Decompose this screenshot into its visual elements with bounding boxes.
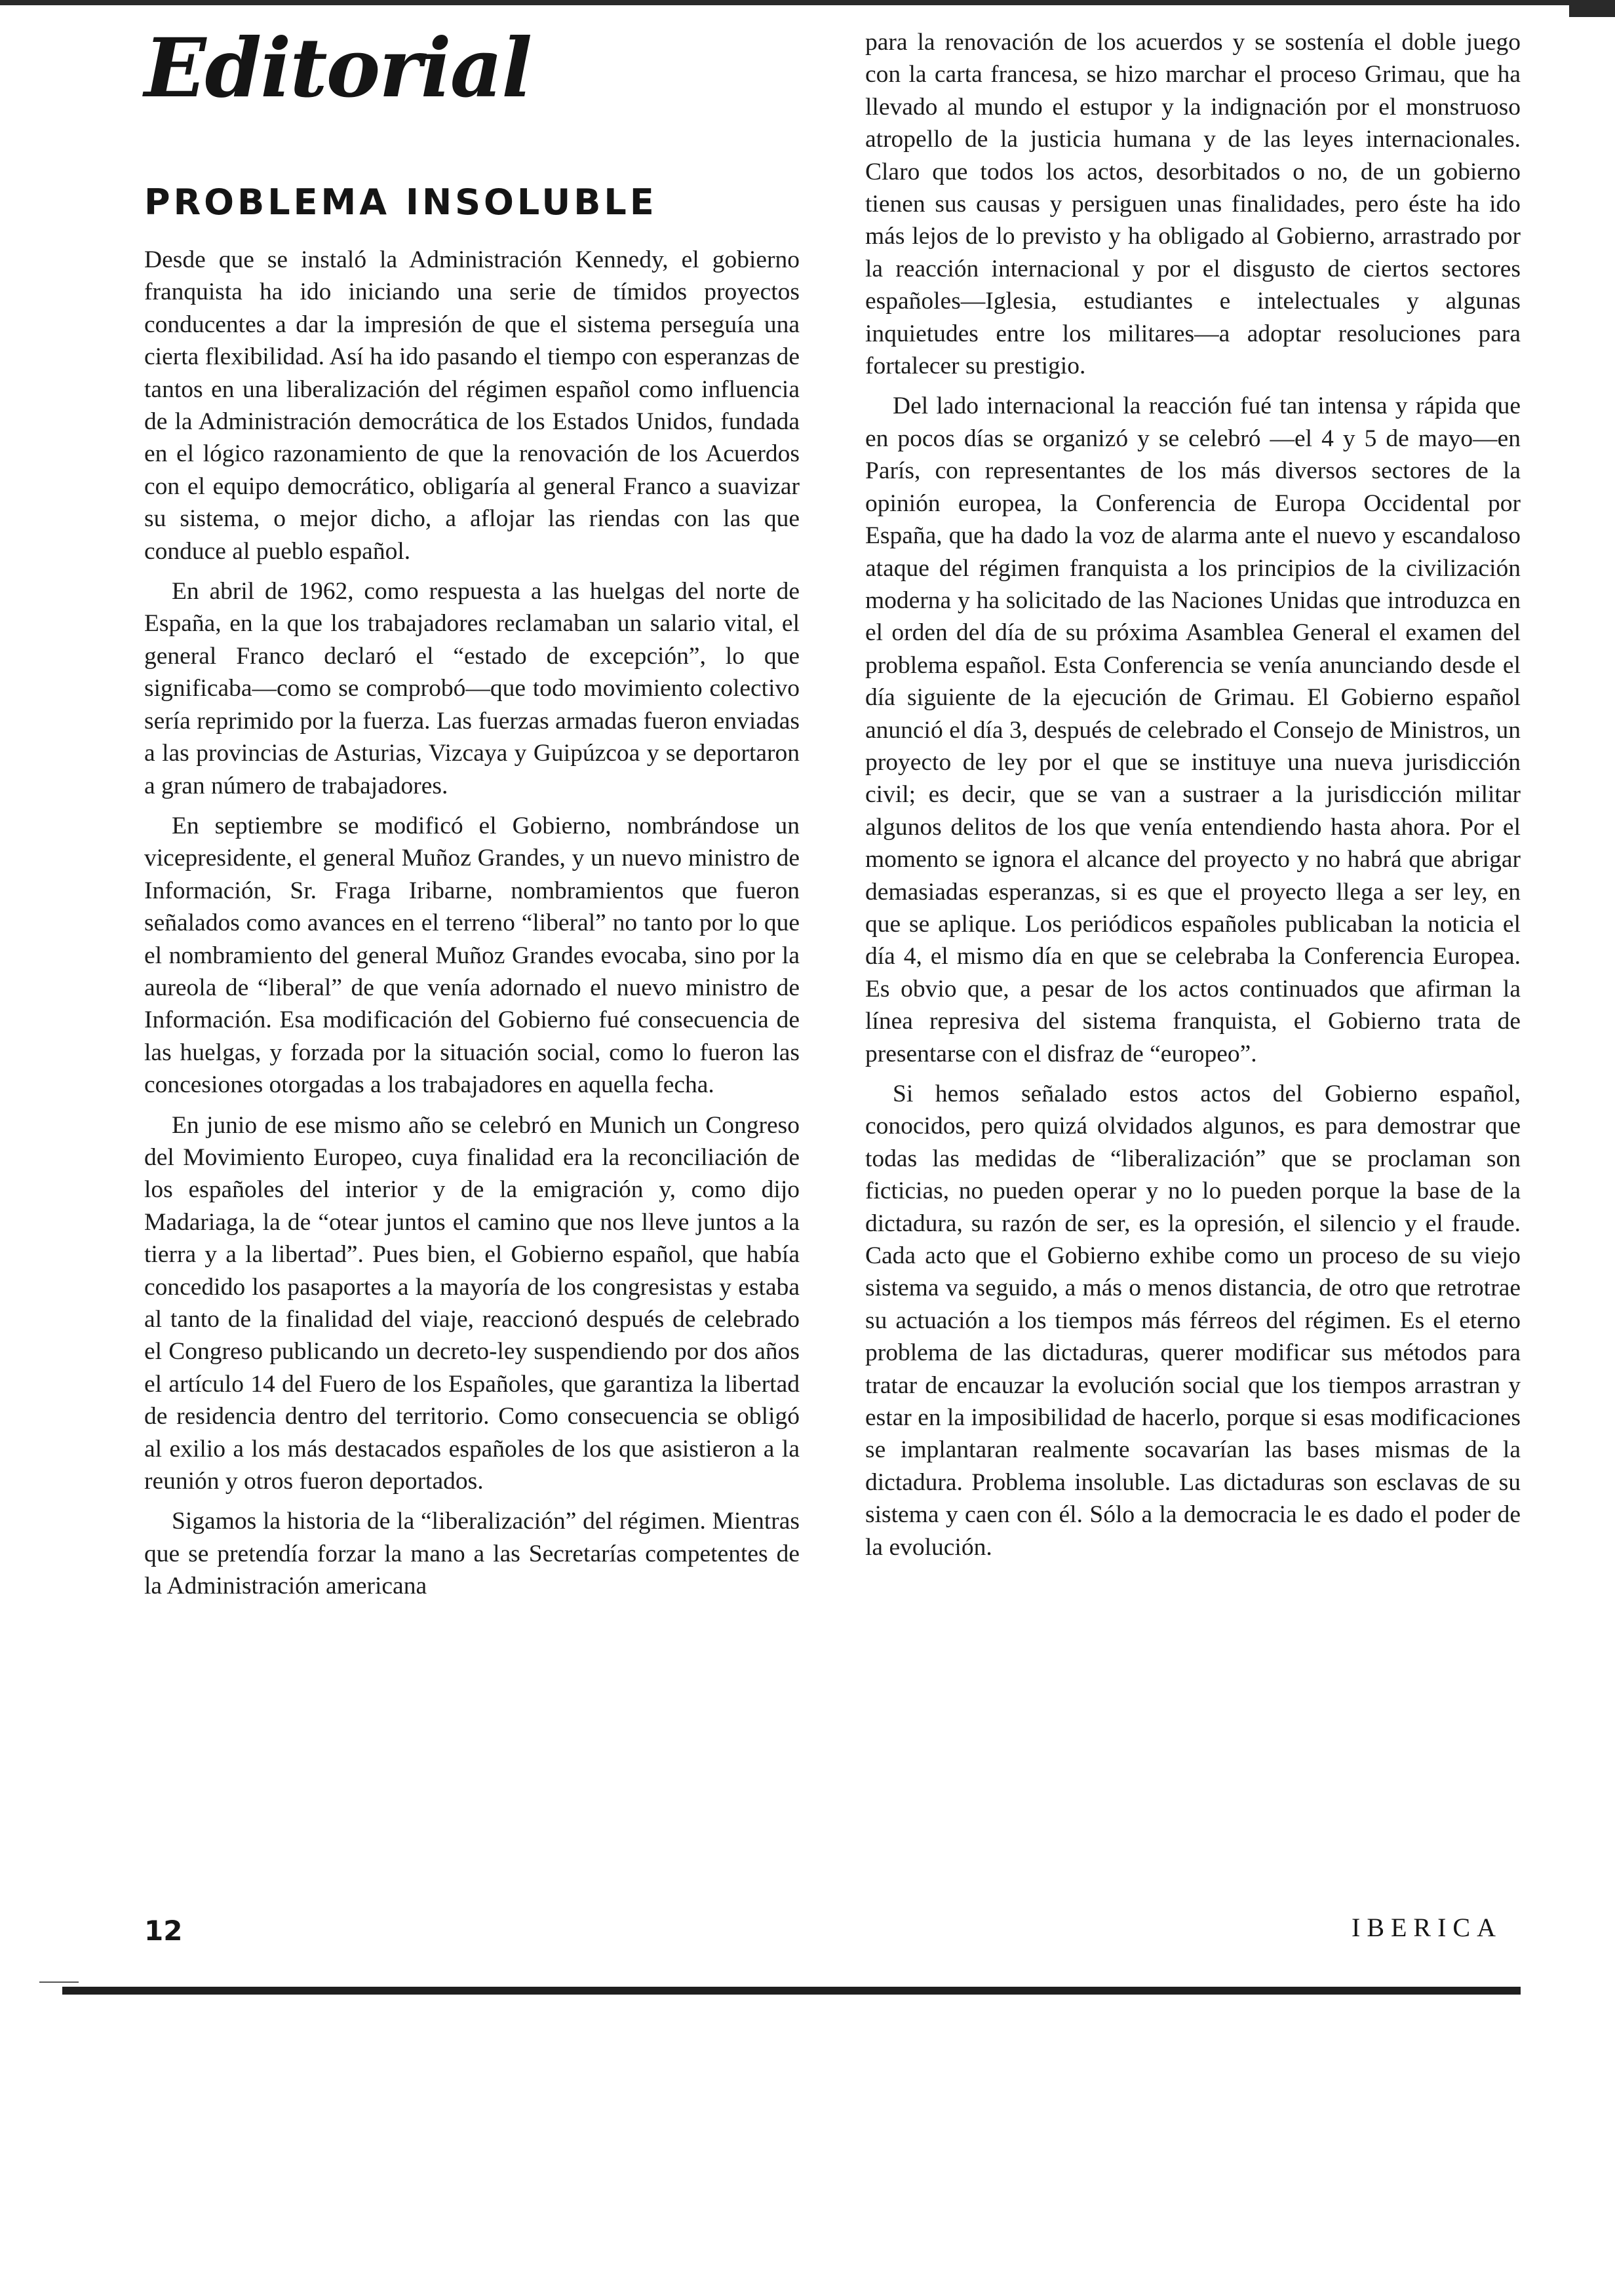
- paragraph: Desde que se instaló la Administración Kennedy, el gobierno franquista ha ido iniciando una serie de tímidos proyectos conducentes a dar la impresión de que el sistema perseguía una cierta flexibilidad. Así ha ido pasando el tiempo con esperanzas de tantos en una liberalización del régimen español como influencia de la Administración democrática de los Estados Unidos, fundada en el lógico razonamiento de que la renovación de los Acuerdos con el equipo democrático, obligaría al general Franco a suavizar su sistema, o mejor dicho, a aflojar las riendas con las que conduce al pueblo español.: [144, 246, 800, 565]
- masthead-title: Editorial: [144, 21, 532, 116]
- right-column-body: [865, 26, 1521, 1563]
- publication-name: IBERICA: [1352, 1913, 1502, 1942]
- paragraph: En septiembre se modificó el Gobierno, nombrándose un vicepresidente, el general Muñoz Grandes, y un nuevo ministro de Información, Sr. Fraga Iribarne, nombramientos que fueron señalados como avances en el terreno “liberal” no tanto por lo que el nombramiento del general Muñoz Grandes evocaba, sino por la aureola de “liberal” de que venía adornado el nuevo ministro de Información. Esa modificación del Gobierno fué consecuencia de las huelgas, y forzada por la situación social, como lo fueron las concesiones otorgadas a los trabajadores en aquella fecha.: [144, 812, 800, 1099]
- right-column: [865, 26, 1521, 1563]
- article-headline: PROBLEMA INSOLUBLE: [144, 182, 657, 223]
- paragraph: para la renovación de los acuerdos y se sostenía el doble juego con la carta francesa, se hizo marchar el proceso Grimau, que ha llevado al mundo el estupor y la indignación por el monstruoso atropello de la justicia humana y de las leyes internacionales. Claro que todos los actos, desorbitados o no, de un gobierno tienen sus causas y persiguen unas finalidades, pero éste ha ido más lejos de lo previsto y ha obligado al Gobierno, arrastrado por la reacción internacional y por el disgusto de ciertos sectores españoles—Iglesia, estudiantes e intelectuales y algunas inquietudes entre los militares—a adoptar resoluciones para fortalecer su prestigio.: [865, 29, 1521, 380]
- paragraph: En abril de 1962, como respuesta a las huelgas del norte de España, en la que los trabajadores reclamaban un salario vital, el general Franco declaró el “estado de excepción”, lo que significaba—como se comprobó—que todo movimiento colectivo sería reprimido por la fuerza. Las fuerzas armadas fueron enviadas a las provincias de Asturias, Vizcaya y Guipúzcoa y se deportaron a gran número de trabajadores.: [144, 578, 800, 799]
- paragraph: Sigamos la historia de la “liberalización” del régimen. Mientras que se pretendía forzar la mano a las Secretarías competentes de la Administración americana: [144, 1508, 800, 1600]
- paragraph: Del lado internacional la reacción fué tan intensa y rápida que en pocos días se organizó y se celebró —el 4 y 5 de mayo—en París, con representantes de los más diversos sectores de la opinión europea, la Conferencia de Europa Occidental por España, que ha dado la voz de alarma ante el nuevo y escandaloso ataque del régimen franquista a los principios de la civilización moderna y ha solicitado de las Naciones Unidas que introduzca en el orden del día de su próxima Asamblea General el examen del problema español. Esta Conferencia se venía anunciando desde el día siguiente de la ejecución de Grimau. El Gobierno español anunció el día 3, después de celebrado el Consejo de Ministros, un proyecto de ley por el que se instituye una nueva jurisdicción civil; es decir, que se van a sustraer a la jurisdicción militar algunos delitos de los que venía entendiendo hasta ahora. Por el momento se ignora el alcance del proyecto y no habrá que abrigar demasiadas esperanzas, si es que el proyecto llega a ser ley, en que se aplique. Los periódicos españoles publicaban la noticia el día 4, el mismo día en que se celebraba la Conferencia Europea. Es obvio que, a pesar de los actos continuados que afirman la línea represiva del sistema franquista, el Gobierno trata de presentarse con el disfraz de “europeo”.: [865, 392, 1521, 1067]
- paragraph: En junio de ese mismo año se celebró en Munich un Congreso del Movimiento Europeo, cuya finalidad era la reconciliación de los españoles del interior y de la emigración y, como dijo Madariaga, la de “otear juntos el camino que nos lleve juntos a la tierra y a la libertad”. Pues bien, el Gobierno español, que había concedido los pasaportes a la mayoría de los congresistas y estaba al tanto de la finalidad del viaje, reaccionó después de celebrado el Congreso publicando un decreto-ley suspendiendo por dos años el artículo 14 del Fuero de los Españoles, que garantiza la libertad de residencia dentro del territorio. Como consecuencia se obligó al exilio a los más destacados españoles de los que asistieron a la reunión y otros fueron deportados.: [144, 1111, 800, 1495]
- bottom-border-rule: [62, 1987, 1521, 1995]
- left-column: [144, 20, 800, 1603]
- page-number: 12: [144, 1915, 183, 1947]
- paragraph: Si hemos señalado estos actos del Gobierno español, conocidos, pero quizá olvidados algunos, es para demostrar que todas las medidas de “liberalización” que se proclaman son ficticias, no pueden operar y no lo pueden porque la base de la dictadura, su razón de ser, es la opresión, el silencio y el fraude. Cada acto que el Gobierno exhibe como un proceso de su viejo sistema va seguido, a más o menos distancia, de otro que retrotrae su actuación a los tiempos más férreos del régimen. Es el eterno problema de las dictaduras, querer modificar sus métodos para tratar de encauzar la evolución social que los tiempos arrastran y estar en la imposibilidad de hacerlo, porque si esas modificaciones se implantaran realmente socavarían las bases mismas de la dictadura. Problema insoluble. Las dictaduras son esclavas de su sistema y caen con él. Sólo a la democracia le es dado el poder de la evolución.: [865, 1081, 1521, 1561]
- left-column-body: [144, 244, 800, 1603]
- top-border-rule: [0, 0, 1615, 5]
- bottom-rule-tail: [39, 1981, 79, 1983]
- top-right-corner-mark: [1569, 0, 1615, 17]
